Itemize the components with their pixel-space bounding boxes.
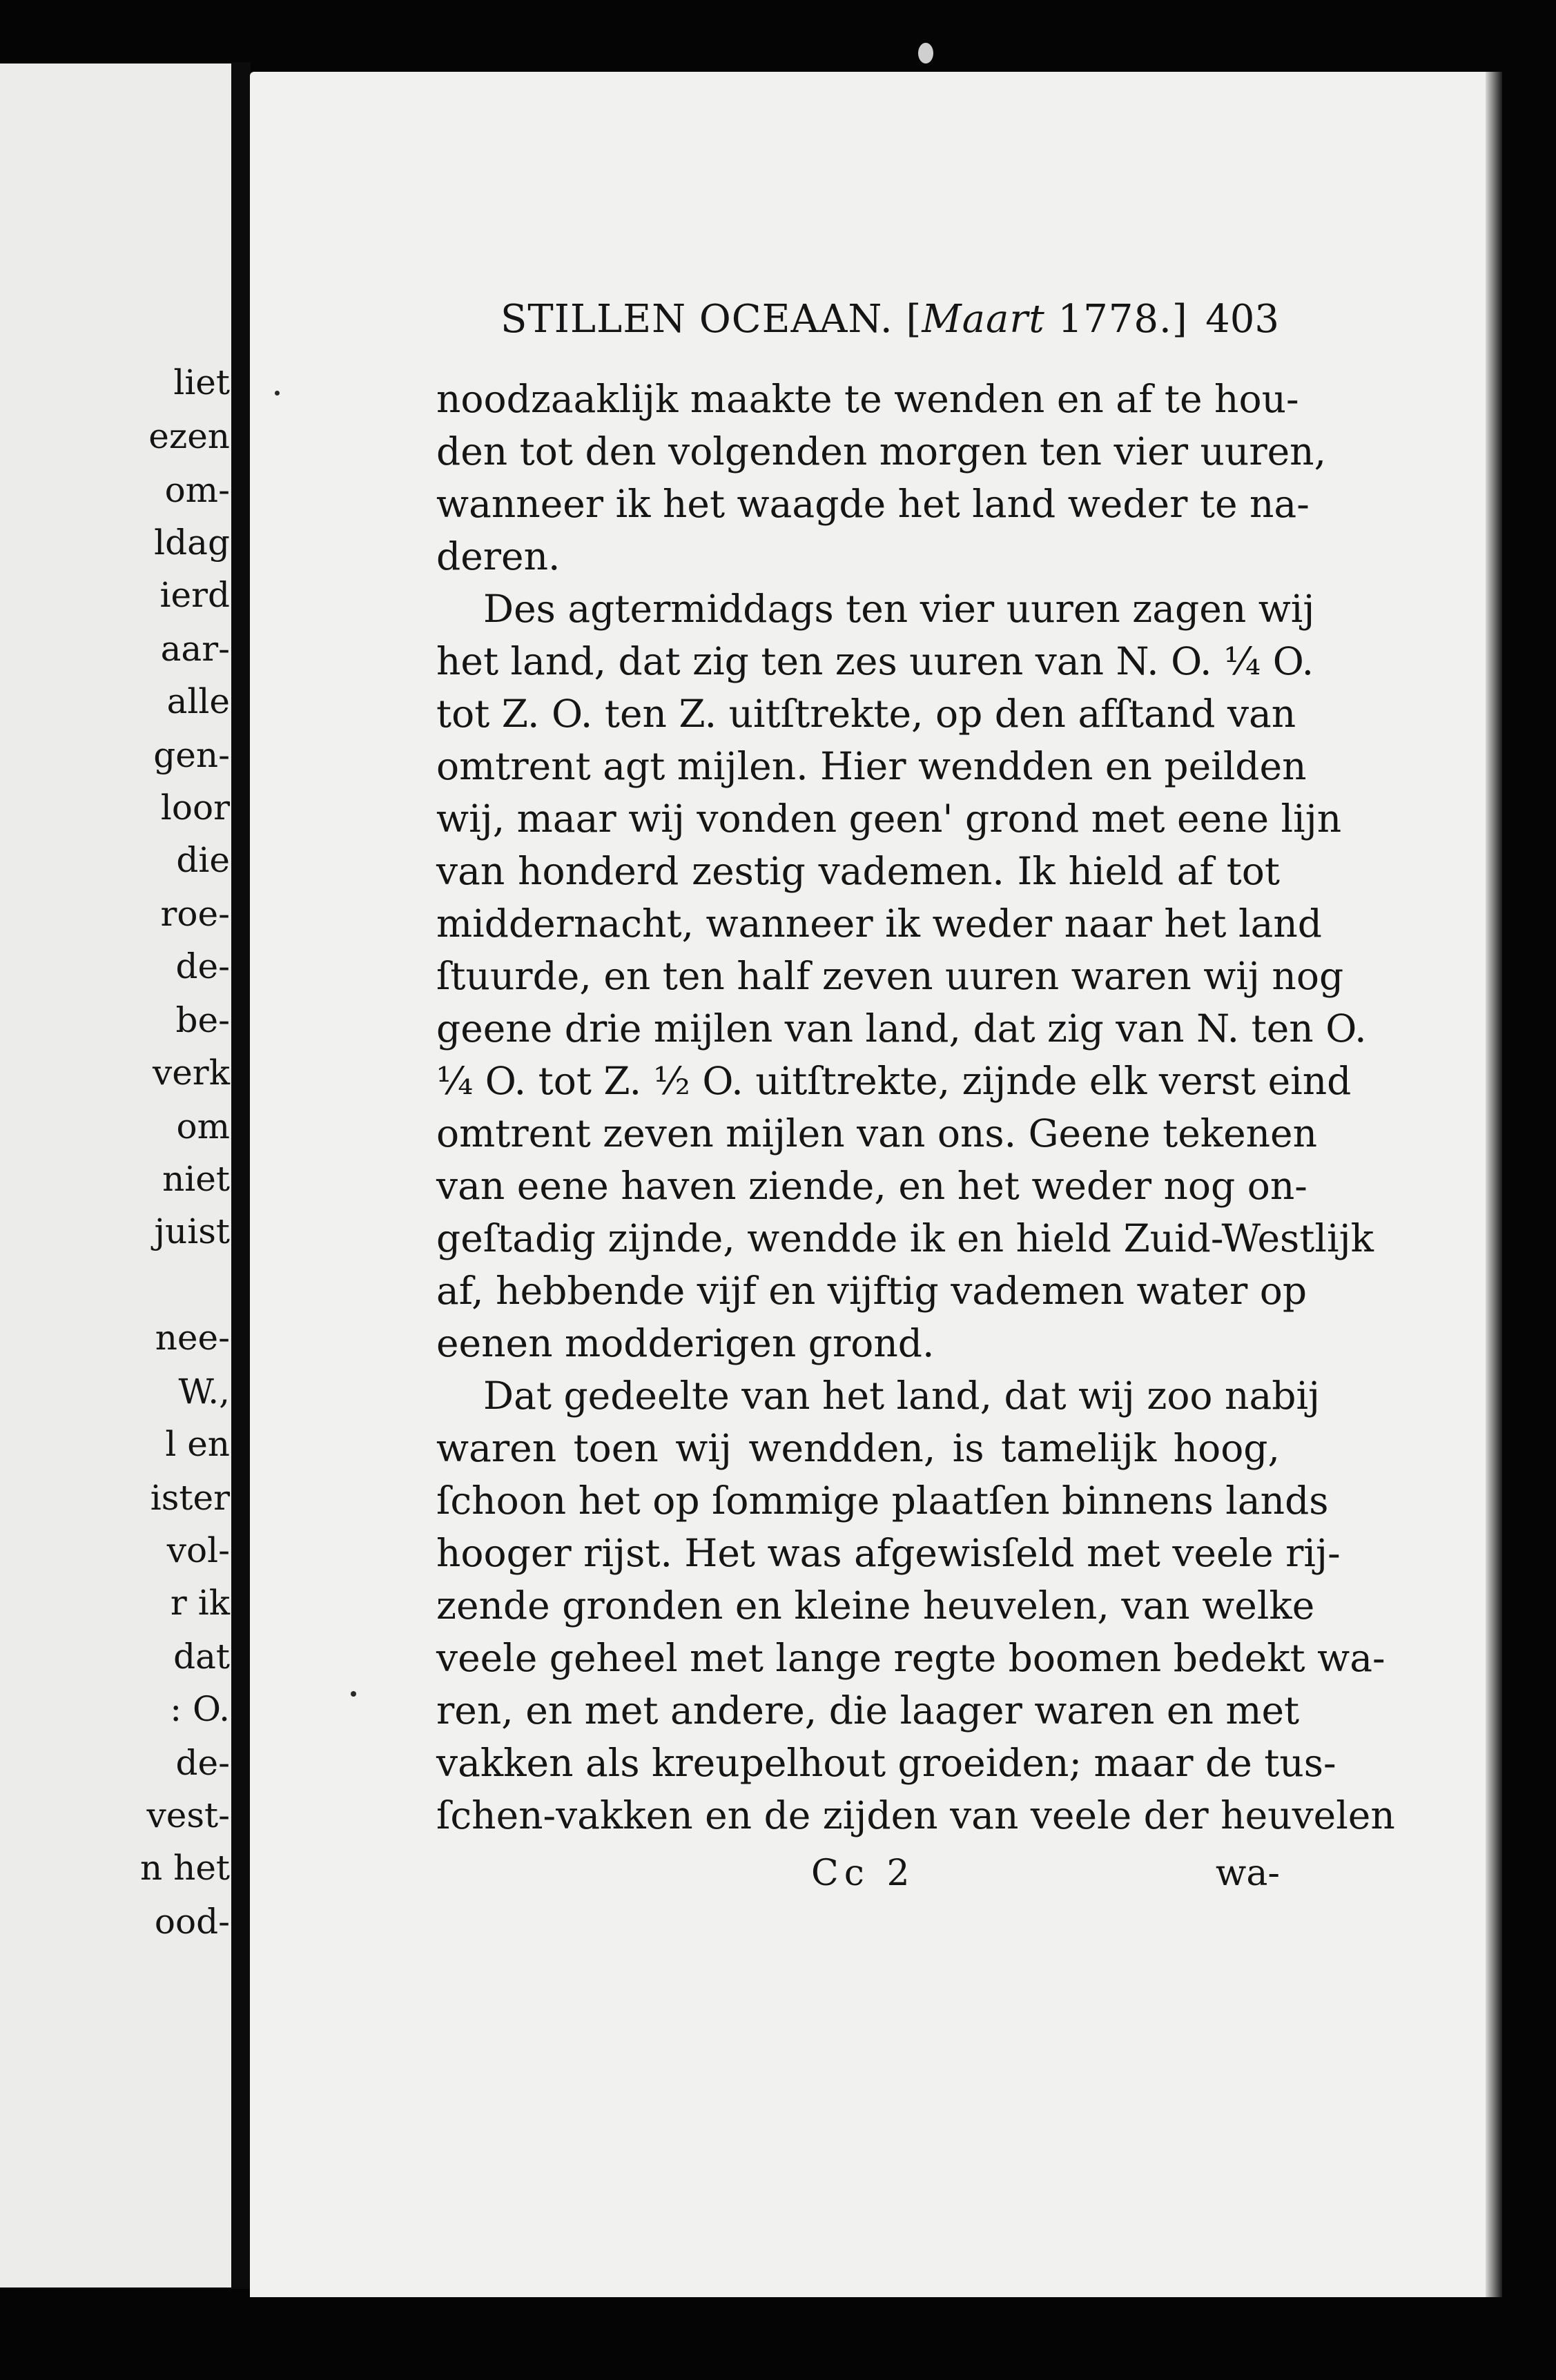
left-line: l en (165, 1424, 230, 1464)
left-line: verk (152, 1053, 230, 1093)
left-line: ezen (148, 416, 230, 456)
left-line: ister (150, 1478, 230, 1518)
paper-speck (275, 391, 280, 396)
left-page-fragment (0, 64, 238, 2288)
text-line: ſchoon het op ſommige plaatſen binnens lands (436, 1479, 1329, 1523)
left-line: n het (140, 1848, 230, 1888)
text-line: tot Z. O. ten Z. uitſtrekte, op den afſtand van (436, 692, 1296, 736)
running-title (500, 289, 1188, 351)
text-line: veele geheel met lange regte boomen bedekt wa- (436, 1636, 1385, 1680)
bracket-open: [ (906, 297, 922, 342)
signature-mark: Cc 2 (811, 1853, 915, 1894)
book-gutter (231, 62, 251, 2289)
text-line: ren, en met andere, die laager waren en met (436, 1688, 1300, 1733)
text-line: Des agtermiddags ten vier uuren zagen wij (483, 587, 1315, 631)
left-line: alle (166, 681, 230, 721)
left-line: ldag (154, 523, 230, 563)
left-line: be- (175, 1000, 230, 1040)
page-number: 403 (1205, 297, 1279, 342)
text-line: van honderd zestig vademen. Ik hield af tot (436, 849, 1280, 893)
catchword: wa- (1215, 1853, 1280, 1894)
page-edge-shadow (1486, 72, 1502, 2297)
left-line: roe- (160, 894, 230, 934)
text-line: waren toen wij wendden, is tamelijk hoog, (436, 1426, 1280, 1470)
text-line: wanneer ik het waagde het land weder te na- (436, 482, 1310, 526)
text-line: af, hebbende vijf en vijftig vademen water op (436, 1269, 1307, 1313)
left-line: de- (175, 1743, 230, 1783)
text-line: hooger rijst. Het was afgewisſeld met veele rij- (436, 1531, 1341, 1575)
left-line: gen- (153, 735, 230, 775)
text-line: noodzaaklijk maakte te wenden en af te hou- (436, 377, 1299, 421)
text-line: den tot den volgenden morgen ten vier uuren, (436, 429, 1327, 474)
text-line: middernacht, wanneer ik weder naar het land (436, 901, 1322, 946)
left-line: dat (173, 1637, 230, 1677)
left-line: aar- (160, 629, 230, 669)
text-line: het land, dat zig ten zes uuren van N. O. ¼ O. (436, 639, 1314, 683)
text-line: geene drie mijlen van land, dat zig van N. ten O. (436, 1006, 1367, 1051)
left-line: ierd (159, 575, 230, 615)
text-line: ¼ O. tot Z. ½ O. uitſtrekte, zijnde elk verst eind (436, 1059, 1352, 1103)
text-line: van eene haven ziende, en het weder nog on- (436, 1164, 1307, 1208)
text-line: omtrent agt mijlen. Hier wendden en peilden (436, 744, 1307, 788)
left-line: die (176, 840, 230, 880)
text-line: deren. (436, 534, 561, 578)
header-year: 1778.] (1044, 297, 1188, 342)
text-line: ſtuurde, en ten half zeven uuren waren wij nog (436, 954, 1344, 998)
left-line: niet (162, 1159, 230, 1199)
text-line: wij, maar wij vonden geen' grond met eene lijn (436, 797, 1342, 841)
paper-speck (351, 1691, 356, 1697)
left-line: de- (175, 946, 230, 986)
running-title-text: STILLEN OCEAAN. (500, 297, 893, 342)
text-line: eenen modderigen grond. (436, 1321, 935, 1365)
left-line: : O. (170, 1689, 230, 1729)
left-line: juist (154, 1211, 230, 1251)
running-header (500, 289, 1279, 351)
text-line: vakken als kreupelhout groeiden; maar de tus- (436, 1741, 1336, 1785)
left-line: r ik (170, 1583, 230, 1623)
text-line: Dat gedeelte van het land, dat wij zoo nabij (483, 1374, 1321, 1418)
left-line: W., (178, 1372, 230, 1412)
left-line: ood- (154, 1902, 230, 1942)
paper-speck (918, 43, 933, 64)
left-line: om (176, 1106, 230, 1147)
left-line: vest- (146, 1795, 230, 1835)
header-month: Maart (922, 297, 1045, 342)
text-line: geſtadig zijnde, wendde ik en hield Zuid-Westlijk (436, 1216, 1374, 1260)
text-line: omtrent zeven mijlen van ons. Geene tekenen (436, 1111, 1318, 1155)
text-line: zende gronden en kleine heuvelen, van welke (436, 1583, 1315, 1628)
left-line: om- (164, 470, 230, 510)
text-line: ſchen-vakken en de zijden van veele der heuvelen (436, 1793, 1395, 1837)
left-line: vol- (166, 1530, 230, 1570)
left-line: liet (173, 362, 230, 402)
left-line: nee- (155, 1318, 230, 1358)
left-line: loor (160, 788, 230, 828)
